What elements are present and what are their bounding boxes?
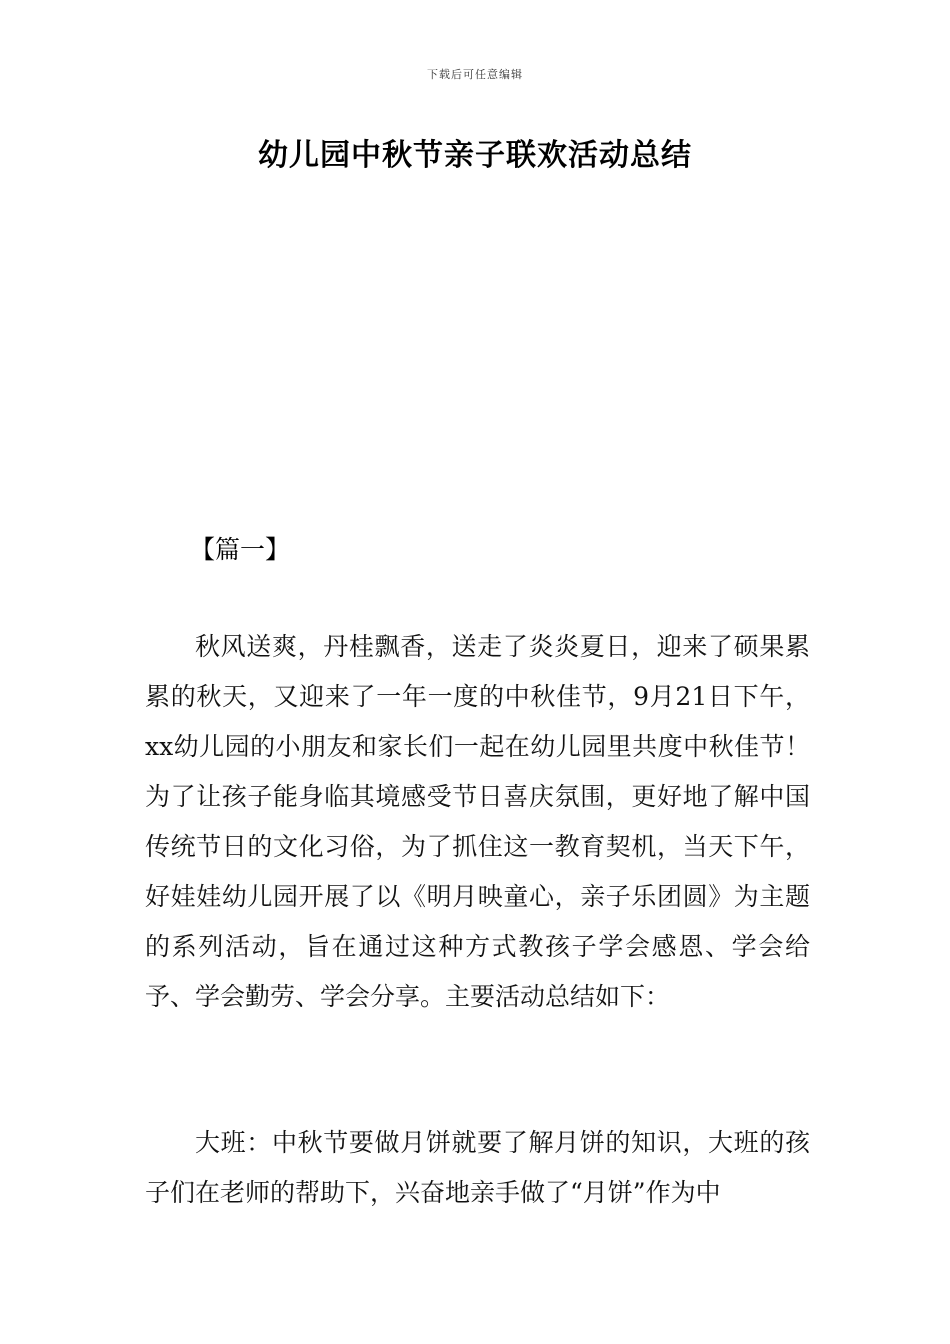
body-paragraph: 大班：中秋节要做月饼就要了解月饼的知识，大班的孩子们在老师的帮助下，兴奋地亲手做了“月饼”作为中 [145, 1128, 810, 1207]
header-note: 下载后可任意编辑 [427, 68, 523, 81]
document-title: 幼儿园中秋节亲子联欢活动总结 [258, 138, 692, 173]
section-label: 【篇一】 [190, 535, 291, 564]
body-paragraph: 秋风送爽，丹桂飘香，送走了炎炎夏日，迎来了硕果累累的秋天，又迎来了一年一度的中秋佳节，9月21日下午，xx幼儿园的小朋友和家长们一起在幼儿园里共度中秋佳节！为了让孩子能身临其境感受节日喜庆氛围，更好地了解中国传统节日的文化习俗，为了抓住这一教育契机，当天下午，好娃娃幼儿园开展了以《明月映童心，亲子乐团圆》为主题的系列活动，旨在通过这种方式教孩子学会感恩、学会给予、学会勤劳、学会分享。主要活动总结如下： [145, 632, 810, 1011]
